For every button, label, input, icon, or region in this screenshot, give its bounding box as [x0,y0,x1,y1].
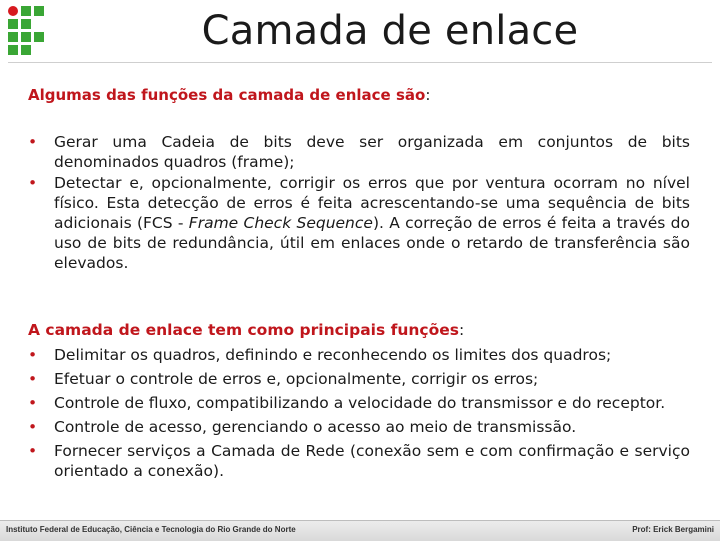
bullet: • [28,442,38,460]
list-item-text-before: Detectar e, opcionalmente, corrigir os erros que por ventura ocorram no nível físico. Esta detecção de erros é feita acrescentando-se uma sequência de bits adicionais (FCS - [54,174,690,232]
intro-heading-text: Algumas das funções da camada de enlace são [28,86,426,104]
bullet: • [28,418,38,436]
institute-logo [8,6,46,56]
main-functions-heading [28,321,464,339]
bullet: • [28,346,38,364]
logo-square [21,32,31,42]
list-item [28,132,690,172]
logo-square [21,45,31,55]
intro-heading [28,86,430,104]
logo-square [21,19,31,29]
logo-square [8,45,18,55]
logo-square [34,6,44,16]
list-item [28,369,690,389]
bullet: • [28,133,38,151]
list-item-text: Delimitar os quadros, definindo e reconhecendo os limites dos quadros; [54,346,612,364]
logo-square [21,6,31,16]
logo-square [34,32,44,42]
list-item [28,345,690,365]
bullet: • [28,174,38,192]
list-item-text: Efetuar o controle de erros e, opcionalmente, corrigir os erros; [54,370,539,388]
list-item-text: Gerar uma Cadeia de bits deve ser organizada em conjuntos de bits denominados quadros (frame); [54,133,690,171]
logo-square [8,32,18,42]
list-item [28,441,690,481]
list-item [28,173,690,273]
list-item-text: Controle de acesso, gerenciando o acesso ao meio de transmissão. [54,418,577,436]
bullet: • [28,394,38,412]
logo-square [8,6,18,16]
list-item [28,393,690,413]
slide-title: Camada de enlace [201,8,579,54]
intro-heading-colon: : [425,86,431,104]
list-item-text: Fornecer serviços a Camada de Rede (conexão sem e com confirmação e serviço orientado a conexão). [54,442,690,480]
list-item-text-italic: Frame Check Sequence [188,214,373,232]
main-functions-heading-colon: : [459,321,465,339]
footer-author: Prof: Erick Bergamini [632,525,714,534]
list-item-text-after: ). A correção de erros é feita a través do uso de bits de redundância, útil em enlaces onde o retardo de transferência são elevados. [54,214,690,272]
list-item [28,417,690,437]
list-item-text: Controle de fluxo, compatibilizando a velocidade do transmissor e do receptor. [54,394,666,412]
logo-square [8,19,18,29]
bullet: • [28,370,38,388]
footer-institution: Instituto Federal de Educação, Ciência e Tecnologia do Rio Grande do Norte [6,525,296,534]
main-functions-heading-text: A camada de enlace tem como principais funções [28,321,459,339]
functions-list-2 [28,345,690,481]
functions-list-1 [28,132,690,273]
title-divider [8,62,712,63]
